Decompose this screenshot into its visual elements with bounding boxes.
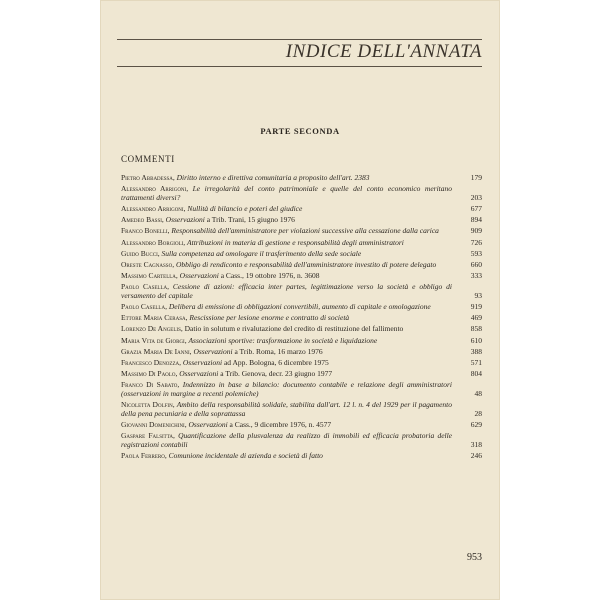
entry-reference: a Cass., 9 dicembre 1976, n. 4577	[229, 419, 332, 429]
index-entry	[121, 261, 482, 270]
header-rule-top	[117, 39, 482, 40]
entry-author: Massimo Di Paolo,	[121, 369, 178, 379]
entry-title: Cessione di azioni: efficacia inter partes, legittimazione verso la società e obbligo di versamento del capitale	[121, 282, 453, 300]
running-header: INDICE DELL'ANNATA	[285, 41, 482, 62]
entry-text	[121, 239, 458, 248]
entry-reference: Datio in solutum e rivalutazione del credito di restituzione del fallimento	[184, 324, 404, 334]
index-entry	[121, 239, 482, 248]
entry-author: Maria Vita de Giorgi,	[121, 335, 187, 345]
entry-page-number: 593	[470, 248, 482, 258]
entry-author: Paolo Casella,	[121, 282, 170, 292]
entry-page-number: 333	[470, 271, 482, 281]
entry-text	[121, 337, 458, 346]
entry-title: Osservazioni	[165, 215, 205, 225]
index-entry	[121, 185, 482, 202]
index-entry	[121, 205, 482, 214]
entry-text	[121, 272, 458, 281]
entry-author: Giovanni Domenichini,	[121, 419, 187, 429]
entry-page-number: 629	[470, 419, 482, 429]
entry-page-number: 894	[470, 215, 482, 225]
index-entry	[121, 432, 482, 449]
entry-page-number: 571	[470, 358, 482, 367]
entry-author: Pietro Abbadessa,	[121, 173, 175, 182]
entry-text	[121, 359, 458, 368]
entry-author: Lorenzo De Angelis,	[121, 324, 183, 334]
book-page	[100, 0, 500, 600]
entry-text	[121, 314, 458, 323]
entry-text	[121, 250, 458, 259]
entry-text	[121, 227, 458, 236]
entry-text	[121, 452, 458, 461]
entry-page-number: 93	[474, 290, 482, 300]
entry-title: Obbligo di rendiconto e responsabilità dell'amministratore investito di potere delegato	[175, 259, 437, 269]
entry-title: Nullità di bilancio e poteri del giudice	[187, 203, 303, 213]
entry-page-number: 610	[470, 335, 482, 345]
entry-title: Osservazioni	[182, 358, 223, 367]
entry-page-number: 388	[470, 346, 482, 356]
entry-text	[121, 381, 458, 398]
index-entry	[121, 250, 482, 259]
entry-page-number: 660	[470, 259, 482, 269]
entry-text	[121, 283, 458, 300]
entry-page-number: 726	[470, 237, 482, 247]
entry-author: Gaspare Falsitta,	[121, 431, 175, 441]
entry-author: Paolo Casella,	[121, 302, 167, 312]
group-title: COMMENTI	[121, 154, 175, 164]
index-entry	[121, 452, 482, 461]
entry-page-number: 677	[470, 203, 482, 213]
index-entry	[121, 381, 482, 398]
entry-author: Guido Bucci,	[121, 248, 160, 258]
entry-text	[121, 174, 458, 183]
entry-reference: ad App. Bologna, 6 dicembre 1975	[223, 358, 329, 367]
entry-title: Ambito della responsabilità solidale, stabilita dall'art. 12 l. n. 4 del 1929 per il pagamento della pena pecuniaria e della soprattassa	[121, 400, 453, 418]
index-entry	[121, 421, 482, 430]
entry-page-number: 909	[470, 226, 482, 236]
entry-page-number: 318	[470, 439, 482, 449]
entry-author: Paola Ferrero,	[121, 450, 167, 460]
entry-text	[121, 432, 458, 449]
entry-title: Attribuzioni in materia di gestione e responsabilità degli amministratori	[187, 237, 404, 247]
entry-page-number: 179	[470, 173, 482, 182]
entry-title: Diritto interno e direttiva comunitaria a proposito dell'art. 2383	[176, 173, 370, 182]
entry-reference: a Trib. Roma, 16 marzo 1976	[234, 346, 323, 356]
entry-text	[121, 205, 458, 214]
entry-title: Sulla competenza ad omologare il trasferimento della sede sociale	[161, 248, 362, 258]
entry-author: Francesco Denozza,	[121, 358, 182, 367]
entry-title: Osservazioni	[179, 271, 219, 281]
entry-title: Responsabilità dell'amministratore per violazioni successive alla cessazione dalla carica	[171, 226, 439, 236]
entry-page-number: 804	[470, 369, 482, 379]
entry-text	[121, 185, 458, 202]
entry-author: Oreste Cagnasso,	[121, 259, 175, 269]
entry-author: Ettore Maria Cerasa,	[121, 313, 188, 323]
entry-title: Delibera di emissione di obbligazioni convertibili, aumento di capitale e omologazione	[168, 302, 431, 312]
index-entry	[121, 216, 482, 225]
entry-reference: a Trib. Trani, 15 giugno 1976	[206, 215, 295, 225]
index-entry	[121, 174, 482, 183]
index-entries	[121, 174, 482, 463]
entry-author: Franco Bonelli,	[121, 226, 170, 236]
section-title: PARTE SECONDA	[260, 126, 340, 136]
entry-title: Associazioni sportive: trasformazione in società e liquidazione	[188, 335, 378, 345]
index-entry	[121, 227, 482, 236]
index-entry	[121, 337, 482, 346]
entry-author: Amedeo Bassi,	[121, 215, 164, 225]
entry-title: Quantificazione della plusvalenza da realizzo di immobili ed efficacia probatoria delle registrazioni contabili	[121, 431, 453, 449]
index-entry	[121, 401, 482, 418]
index-entry	[121, 348, 482, 357]
entry-page-number: 246	[470, 450, 482, 460]
entry-author: Nicoletta Dolfin,	[121, 400, 175, 410]
index-entry	[121, 325, 482, 334]
index-entry	[121, 359, 482, 368]
entry-title: Osservazioni	[188, 419, 228, 429]
entry-author: Franco Di Sabato,	[121, 380, 180, 390]
index-entry	[121, 314, 482, 323]
entry-page-number: 469	[470, 313, 482, 323]
entry-title: Indennizzo in base a bilancio: documento contabile e relazione degli amministratori (osservazioni in margine a recenti polemiche)	[121, 380, 452, 398]
entry-page-number: 203	[470, 192, 482, 202]
entry-page-number: 48	[474, 388, 482, 398]
index-entry	[121, 272, 482, 281]
entry-title: Osservazioni	[193, 346, 233, 356]
entry-author: Alessandro Borgioli,	[121, 237, 186, 247]
entry-author: Massimo Cartella,	[121, 271, 178, 281]
entry-text	[121, 261, 458, 270]
entry-text	[121, 303, 458, 312]
entry-title: Le irregolarità del conto patrimoniale e quelle del conto economico meritano trattamenti diversi?	[121, 184, 453, 202]
entry-text	[121, 401, 458, 418]
entry-text	[121, 370, 458, 379]
entry-author: Alessandro Arrigoni,	[121, 184, 189, 194]
index-entry	[121, 303, 482, 312]
entry-title: Rescissione per lesione enorme e contratto di società	[189, 313, 350, 323]
entry-reference: a Cass., 19 ottobre 1976, n. 3608	[220, 271, 320, 281]
index-entry	[121, 283, 482, 300]
entry-reference: a Trib. Genova, decr. 23 giugno 1977	[220, 369, 333, 379]
entry-text	[121, 348, 458, 357]
entry-text	[121, 325, 458, 334]
entry-page-number: 858	[470, 324, 482, 334]
entry-title: Osservazioni	[179, 369, 219, 379]
header-rule-bottom	[117, 66, 482, 67]
entry-author: Alessandro Arrigoni,	[121, 203, 186, 213]
entry-text	[121, 421, 458, 430]
page-number: 953	[467, 552, 482, 563]
entry-page-number: 28	[474, 408, 482, 418]
entry-author: Grazia Maria De Ianni,	[121, 346, 192, 356]
entry-text	[121, 216, 458, 225]
entry-page-number: 919	[470, 302, 482, 312]
index-entry	[121, 370, 482, 379]
entry-title: Comunione incidentale di azienda e società di fatto	[168, 450, 323, 460]
